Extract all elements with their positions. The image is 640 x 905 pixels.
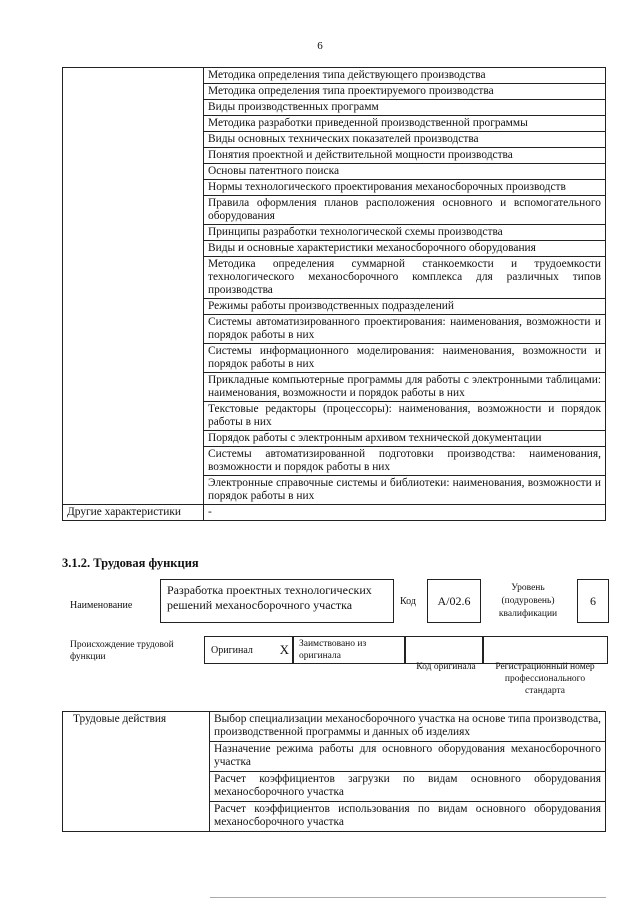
knowledge-item: Понятия проектной и действительной мощности производства bbox=[204, 148, 606, 164]
name-label: Наименование bbox=[70, 600, 133, 611]
original-label: Оригинал bbox=[211, 645, 253, 656]
knowledge-item: Прикладные компьютерные программы для работы с электронными таблицами: наименования, возможности и порядок работы в них bbox=[204, 373, 606, 402]
origin-code-box bbox=[404, 636, 484, 664]
reg-number-box bbox=[482, 636, 608, 664]
page-number: 6 bbox=[317, 40, 323, 52]
knowledge-item: Текстовые редакторы (процессоры): наименования, возможности и порядок работы в них bbox=[204, 402, 606, 431]
knowledge-item: Виды производственных программ bbox=[204, 100, 606, 116]
function-name-box bbox=[160, 579, 394, 623]
original-mark: X bbox=[279, 642, 289, 657]
labor-action-item: Назначение режима работы для основного оборудования механосборочного участка bbox=[210, 742, 606, 772]
origin-code-caption: Код оригинала bbox=[416, 662, 476, 672]
knowledge-item: Системы автоматизированного проектирования: наименования, возможности и порядок работы в них bbox=[204, 315, 606, 344]
function-name-value: Разработка проектных технологических решений механосборочного участка bbox=[167, 583, 372, 612]
knowledge-item: Электронные справочные системы и библиотеки: наименования, возможности и порядок работы в них bbox=[204, 476, 606, 505]
knowledge-item: Правила оформления планов расположения основного и вспомогательного оборудования bbox=[204, 196, 606, 225]
level-label: Уровень (подуровень) квалификации bbox=[498, 583, 558, 619]
knowledge-item: Основы патентного поиска bbox=[204, 164, 606, 180]
knowledge-item: Методика определения типа действующего производства bbox=[204, 68, 606, 84]
knowledge-item: Виды и основные характеристики механосборочного оборудования bbox=[204, 241, 606, 257]
code-label: Код bbox=[400, 596, 416, 607]
knowledge-item: Порядок работы с электронным архивом технической документации bbox=[204, 431, 606, 447]
knowledge-item: Методика определения суммарной станкоемкости и трудоемкости технологического механосборочного комплекса для различных типов производства bbox=[204, 257, 606, 299]
labor-actions-table bbox=[62, 711, 606, 832]
knowledge-item: Системы автоматизированной подготовки производства: наименования, возможности и порядок работы в них bbox=[204, 447, 606, 476]
origin-label: Происхождение трудовой функции bbox=[70, 640, 174, 662]
reg-number-caption: Регистрационный номер профессионального стандарта bbox=[495, 662, 595, 696]
other-characteristics-label: Другие характеристики bbox=[63, 505, 204, 521]
code-value: A/02.6 bbox=[437, 593, 471, 608]
labor-action-item: Выбор специализации механосборочного участка на основе типа производства, производственной программы и данных об изделиях bbox=[210, 712, 606, 742]
labor-action-item: Расчет коэффициентов загрузки по видам основного оборудования механосборочного участка bbox=[210, 772, 606, 802]
borrowed-box bbox=[292, 636, 406, 664]
knowledge-table bbox=[62, 67, 606, 521]
knowledge-item: Виды основных технических показателей производства bbox=[204, 132, 606, 148]
original-box bbox=[204, 636, 294, 664]
knowledge-item: Методика разработки приведенной производственной программы bbox=[204, 116, 606, 132]
scan-edge-line bbox=[210, 897, 606, 898]
level-box bbox=[577, 579, 609, 623]
knowledge-item: Режимы работы производственных подразделений bbox=[204, 299, 606, 315]
borrowed-label: Заимствовано из оригинала bbox=[299, 639, 367, 661]
labor-actions-label: Трудовые действия bbox=[63, 712, 210, 832]
labor-action-item: Расчет коэффициентов использования по видам основного оборудования механосборочного участка bbox=[210, 802, 606, 832]
section-title: 3.1.2. Трудовая функция bbox=[62, 556, 199, 570]
knowledge-item: Принципы разработки технологической схемы производства bbox=[204, 225, 606, 241]
knowledge-item: Нормы технологического проектирования механосборочных производств bbox=[204, 180, 606, 196]
level-value: 6 bbox=[590, 593, 596, 608]
knowledge-item: Методика определения типа проектируемого производства bbox=[204, 84, 606, 100]
knowledge-item: Системы информационного моделирования: наименования, возможности и порядок работы в них bbox=[204, 344, 606, 373]
code-box bbox=[427, 579, 481, 623]
other-characteristics-value: - bbox=[204, 505, 606, 521]
